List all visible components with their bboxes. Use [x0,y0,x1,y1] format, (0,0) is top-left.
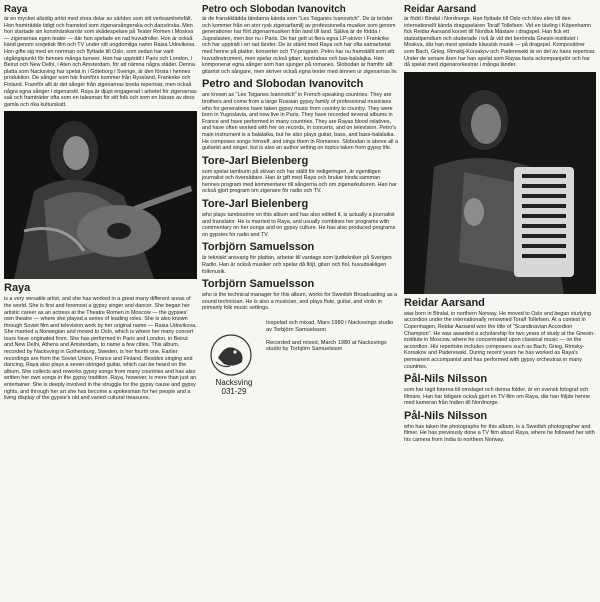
column-musicians [202,4,398,598]
credits-sv: Inspelad och mixad, Mars 1980 i Nacksvings studio av Torbjörn Samuelsson [266,320,394,333]
petro-bio-sv: är de franskklädda tändarna kända som "Les Tsiganes Ivanovitch". De är bröder och kommer från en stor rysk zigenarfamilj av professionella musiker som genom generationer har fört zigenarmusiken från land till land. Själva är de födda i Jugoslavien, men bor nu i Paris. De har gett ut flera egna LP-skivor i Frankrike och har uppträtt i en rad länder. De är stärkt med Raya och har ofta samarbetat med henne på plattor, konserter och TV-program. Petro har nu framställt som sitt huvudinstrument, men spelar också gitarr, kontrabas och bas-balalajka. Han komponerar egna sånger som han sjunger på romanes. Slobodan är framför allt gitarrist och sångare, men skriver också egna texter med ämnen ur zigenarnas liv. [202,16,398,75]
tore-bio-en: who plays tambourine on this album and has also edited it, is actually a journalist and translator. He is married to Raya, and usually combines her programs with commentary on her songs and on gypsy culture. He has also produced programs on gypsies for radio and TV. [202,212,396,238]
petro-heading-sv: Petro och Slobodan Ivanovitch [202,4,346,15]
label-name: Nacksving [215,378,253,387]
raya-heading-en: Raya [4,282,31,295]
petro-heading-en: Petro and Slobodan Ivanovitch [202,78,364,91]
raya-bio-sv: är en mycket allsidig artist med stora delar av världen som sitt verksamhetsfält. Hon framträdde tidigt och framstod som zigenarsångerska och dansörska. Men hon startade sin konstnärskarriär som skådespelare på Teater Romen i Moskva — zigenarnas egen teater — där hon spelade en rad huvudroller. Hon är också känd genom sovjetisk film och TV under sitt ungdomliga namn Raisa Udovikova. Hon gifte sig med en norrman och flyttade till Oslo, som sedan har varit utgångspunkt för hennes många turneer. Hon har uppträtt i Paris och London, i Beirut och New Delhi, i Aten och Amsterdam, för att nämna några städer. Denna platta som Nacksving har spelat in i Göteborg i Sverige, är den första i hennes produktion. De sånger som här framförs kommer från Ryssland, Frankrike och Finland. Framför allt är det sånger från zigenarnas breda repertoar, men också några egna sånger i zigenarstil. Raya är djupt engagerad i arbetet för zigenarnas sak och framträder ofta som en talesman för sitt folk och som en bärare av dess gamla och rika kulturskatt. [4,16,197,108]
column-raya [4,4,197,598]
tore-bio-sv: som spelar tamburin på skivan och har ställt för redigeringen, är egentligen journalist och översättare. Han är gift med Raya och brukar binda samman hennes program med kommentarer till sångerna och om zigenarkulturen. Han har också gjort program om zigenare för radio och TV. [202,168,397,195]
reidar-bio-en: was born in Bindal, in northern Norway. He moved to Oslo and began studying accordion under the internationally renowned Toralf Tollefsen. At a contest in Copenhagen, Reidar Aarsand won the title of "Scandinavian Accordion Champion". He was awarded a scholarship for two years of study at the Gnesin-institute in Moscow, where he concentrated upon classical music — on the accordion. His repertoire includes composers such as Bach, Grieg, Rimsky-Korsakov and Paderewski. During recent years he has worked as Raya's permanent accompanist and has performed with gypsy orchestras in many countries. [404,310,595,370]
reidar-bio-sv: är född i Bindal i Nordnorge. Han flyttade till Oslo och blev elev till den internationellt kända dragspelaren Toralf Tollefsen. Vid en tävling i Köpenhamn fick Reidar Aarsand korset till Nordisk Mästare i dragspel. Han fick ett statsstipendium och studerade i två år vid det berömda Gnesin-institutet i Moskva, där han mest spelade klassisk musik — på dragspel. Kompositörer som Bach, Grieg, Rimskij-Korsakov och Paderewski är en del av hans repertoar. Under de senare åren har han spelat som Rayas fasta ackompanjatör och har då spelat med zigenarorkestrar i många länder. [404,16,596,69]
recording-credits [266,320,394,359]
reidar-heading-en: Reidar Aarsand [404,296,485,309]
credits-en: Recorded and mixed, March 1980 at Nacksvings studio by Torbjörn Samuelsson [266,339,387,353]
nacksving-logo-icon [204,332,258,378]
torbjorn-bio-sv: är tekniskt ansvarig för plattan, arbetar till vardags som ljudtekniker på Sveriges Radio. Han är också musiker och spelar då flöjt, gitarr och fiol, huvudsakligen folkmusik. [202,255,392,275]
raya-heading-sv: Raya [4,4,28,15]
petro-bio-en: are known as "Les Tsiganes Ivanovitch" in French-speaking countries. They are brothers and come from a large Russian gypsy family of professional musicians who for generations have taken gypsy music from country to country. They were born in Yugoslavia, and now live in Paris. They have recorded several albums in France and have performed in many countries. They are Rayas blood relatives, and have often worked with her on records, in concerts, and on television. Petro's main instrument is a balalaika, but he also plays guitar, bass, and bass-balalaika. He composes songs himself, and sings them in Romanes. Slobodan is above all a guitarist and singer, but is also an author writing on topics taken from gypsy life. [202,92,398,152]
tore-heading-en: Tore-Jarl Bielenberg [202,198,309,211]
torbjorn-heading-sv: Torbjörn Samuelsson [202,241,315,254]
torbjorn-heading-en: Torbjörn Samuelsson [202,278,315,291]
column-reidar-pal [404,4,596,598]
nacksving-logo-text [204,378,264,396]
pal-heading-en: Pål-Nils Nilsson [404,409,488,422]
reidar-heading-sv: Reidar Aarsand [404,4,477,15]
catalog-number: 031-29 [221,387,247,396]
pal-bio-sv: som har tagit foterna till omslaget och denna folder, är en svensk fotograf och filmare. Han har tidigare också gjort en TV-film om Raya, där han följde henne med kameran från Indien till Nordnorge. [404,387,590,407]
pal-heading-sv: Pål-Nils Nilsson [404,373,488,386]
raya-bio-en: is a very versatile artist, and she has worked in a great many different areas of the world. She is first and foremost a gypsy singer and dancer. She began her artistic career as an actress at the Theatre Romen in Moscow — the gypsies' own theatre — where she played a series of leading roles. She is also known through Soviet film and television work by her original name — Raisa Udovikova. She married a Norwegian and moved to Oslo, which is where her many concert tours have originated from. She has performed in Paris and London, in Beirut and New Delhi, Athens and Amsterdam, to name a few cities. This album, recorded by Nacksving in Gothenburg, Sweden, is her fourth one. Earlier recordings are from the Soviet Union, France and Finland. Besides singing and dancing, Raya also plays a seven-stringed guitar, which can be heard on the album. She collects and reworks gypsy songs from many countries and has also written her own songs in the gypsy tradition. Raya, however, is more than just an entertainer. She is deeply involved in the struggle for the gypsy cause and gypsy rights, and through her art she has become a spokesman for her people and a living display of the gypsie's old and varied cultural treasures. [4,296,197,402]
tore-heading-sv: Tore-Jarl Bielenberg [202,154,309,167]
pal-bio-en: who has taken the photographs for this album, is a Swedish photographer and filmer. He has previously done a TV film about Raya, where he followed her with his camera from India to northern Norway. [404,423,595,444]
raya-photo [4,111,197,279]
reidar-photo [404,72,596,294]
label-logo-area [202,320,398,406]
torbjorn-bio-en: who is the technical manager for this album, works for Swedish Broadcasting as a sound technician. He is also a musician, and plays flute, guitar, and violin in primarily folk music settings. [202,292,398,312]
